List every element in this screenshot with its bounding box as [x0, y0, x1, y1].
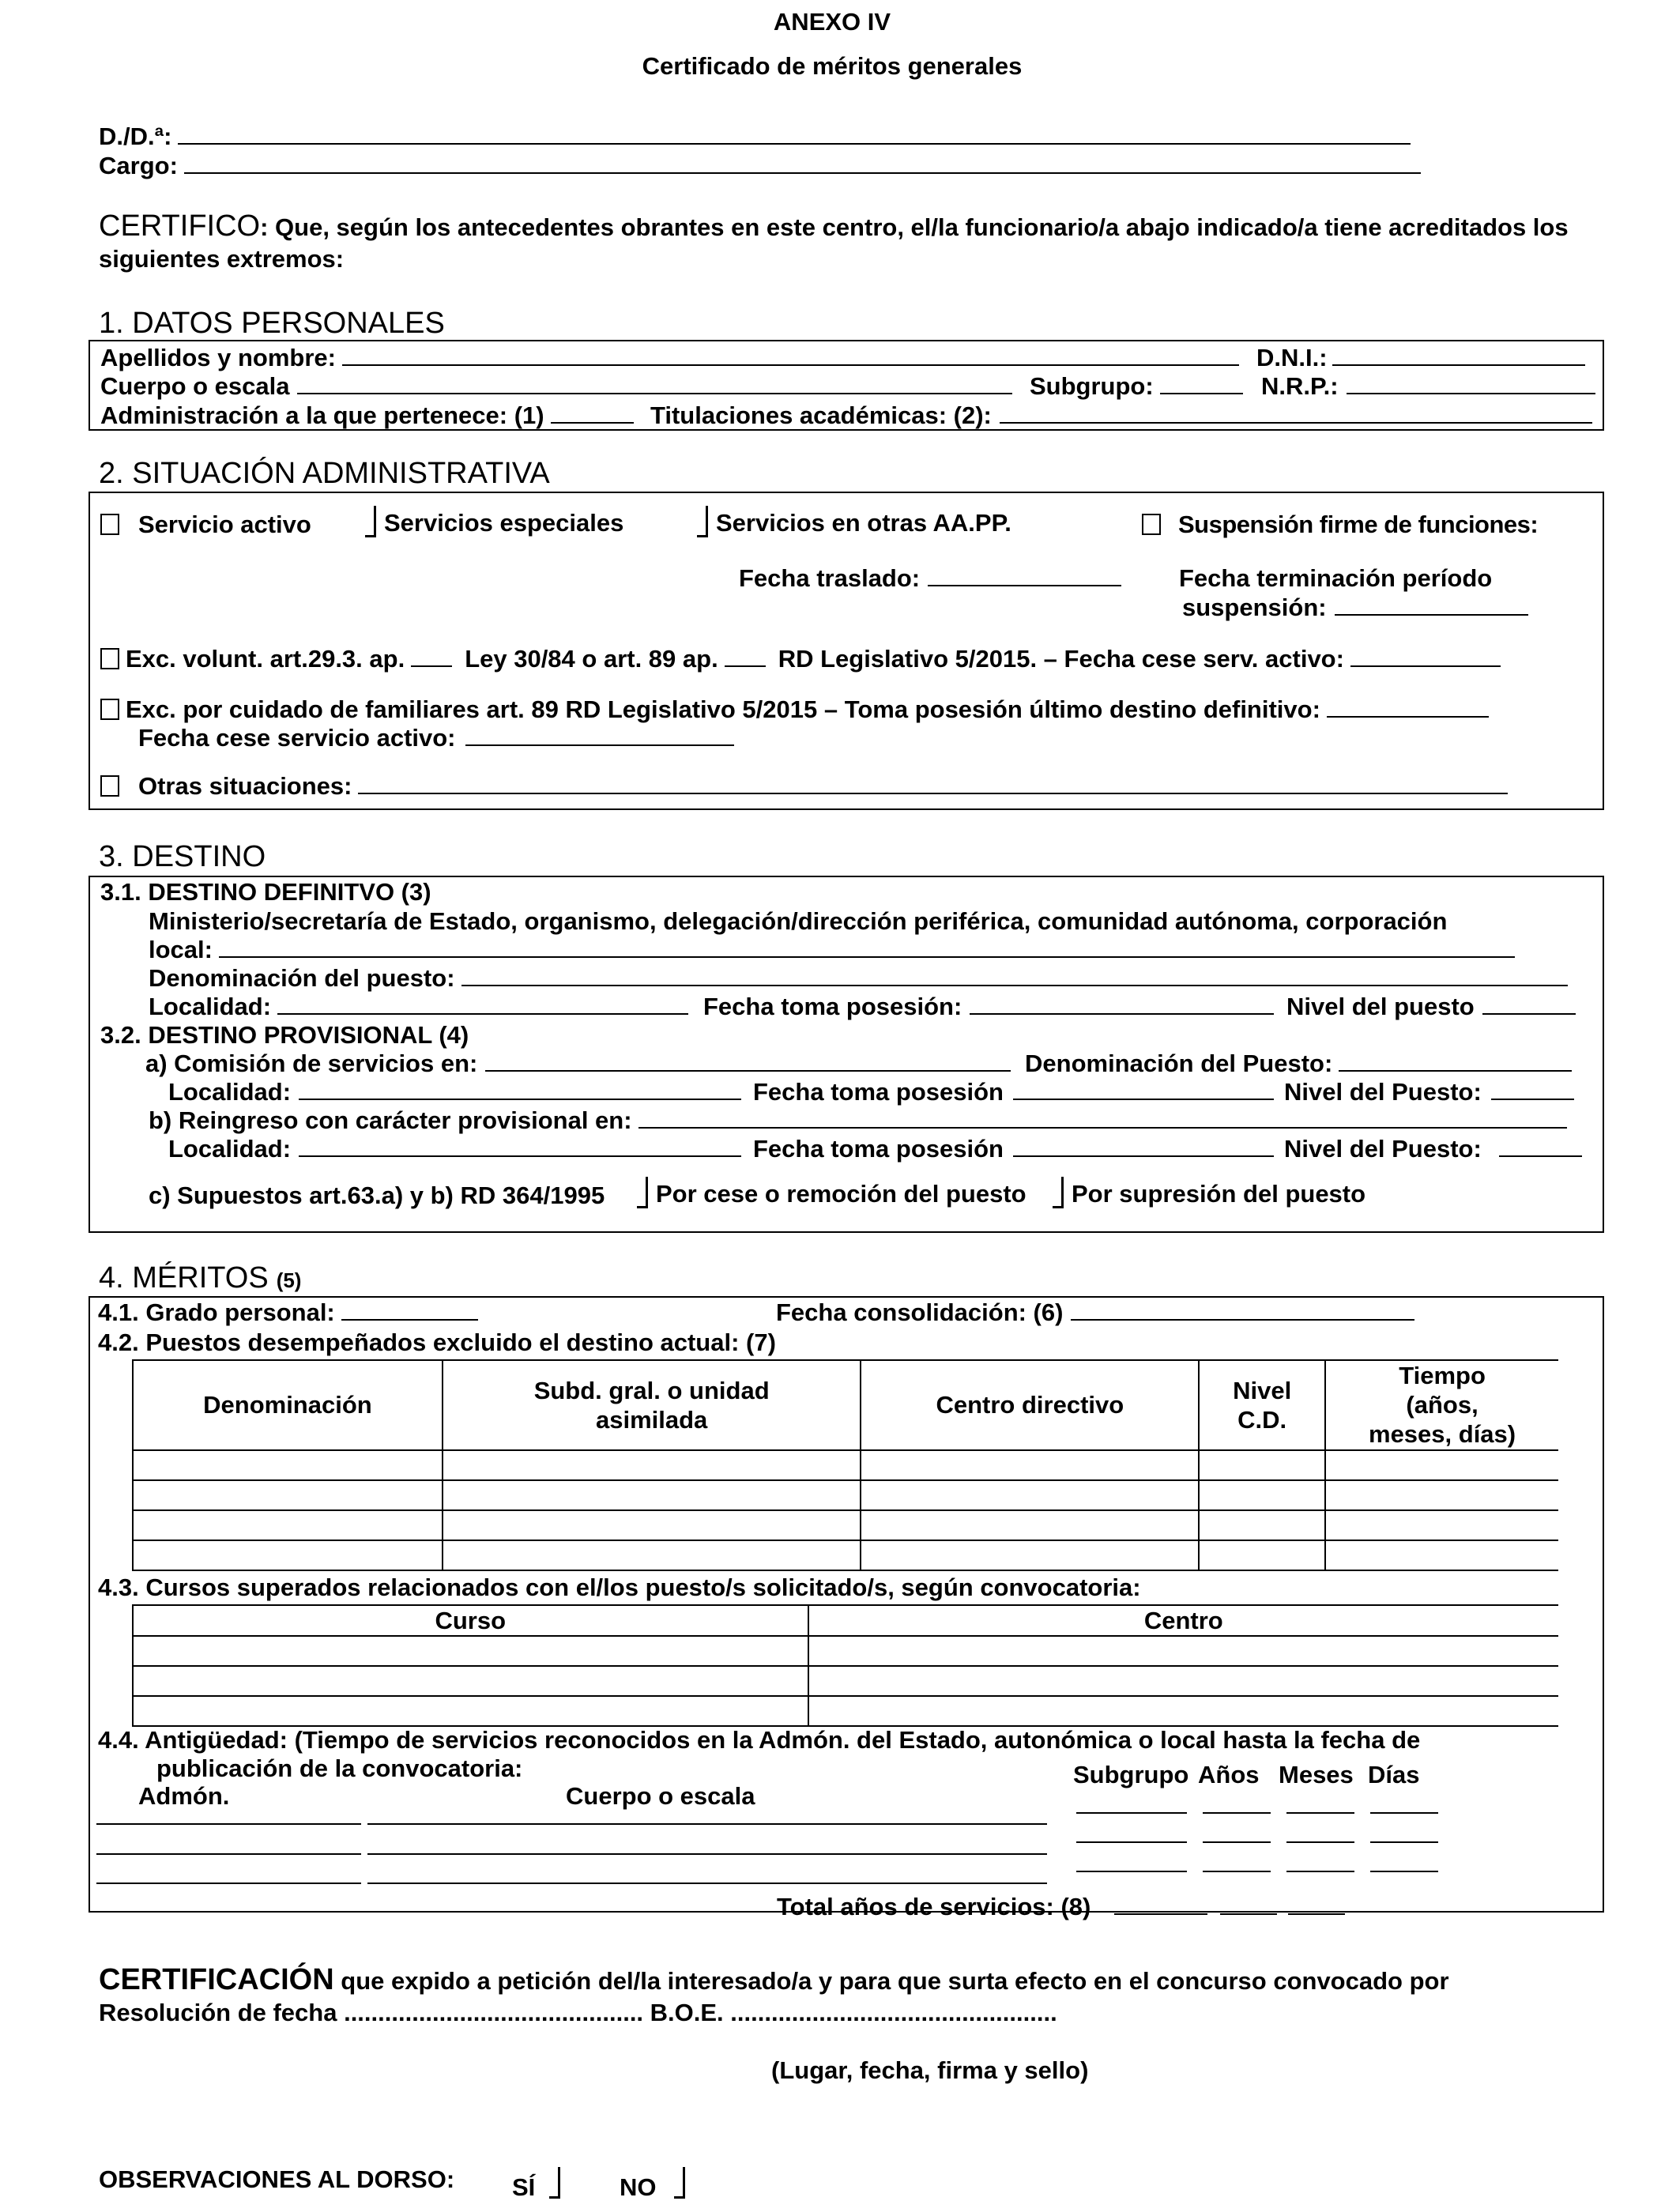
subgrupo-col: Subgrupo	[1073, 1761, 1189, 1788]
nivel-definitivo-field[interactable]: Nivel del puesto	[1286, 994, 1576, 1019]
puestos-table	[132, 1359, 1558, 1571]
subgrupo-line-1[interactable]	[1076, 1812, 1187, 1814]
fecha-cese-field[interactable]: Fecha cese servicio activo:	[138, 726, 734, 750]
admon-col: Admón.	[138, 1782, 230, 1810]
anos-col: Años	[1198, 1761, 1260, 1788]
suspension-option[interactable]: Suspensión firme de funciones:	[1142, 512, 1538, 537]
puestos-heading: 4.2. Puestos desempeñados excluido el destino actual: (7)	[98, 1329, 776, 1356]
fecha-terminacion-label: Fecha terminación período	[1179, 564, 1493, 592]
meses-line-1[interactable]	[1286, 1812, 1354, 1814]
certificacion-paragraph-2: Resolución de fecha ............................................ B.O.E. ................................................	[99, 1999, 1057, 2026]
page-title: Certificado de méritos generales	[642, 52, 1023, 80]
col-curso: Curso	[133, 1605, 808, 1636]
si-checkbox[interactable]	[549, 2167, 560, 2199]
observaciones-label: OBSERVACIONES AL DORSO:	[99, 2165, 455, 2193]
cursos-table-header	[133, 1605, 1558, 1636]
anos-line-1[interactable]	[1203, 1812, 1271, 1814]
dias-line-1[interactable]	[1370, 1812, 1438, 1814]
dias-line-3[interactable]	[1370, 1871, 1438, 1872]
denominacion-puesto-2-field[interactable]: Denominación del Puesto:	[1025, 1051, 1572, 1076]
cuerpo-line-3[interactable]	[367, 1883, 1047, 1884]
fecha-toma-definitivo-field[interactable]: Fecha toma posesión:	[703, 994, 1274, 1019]
apellidos-field[interactable]: Apellidos y nombre:	[100, 345, 1239, 370]
cuerpo-line-1[interactable]	[367, 1823, 1047, 1825]
dias-col: Días	[1368, 1761, 1420, 1788]
cuerpo-escala-col: Cuerpo o escala	[566, 1782, 755, 1810]
section-2-title: 2. SITUACIÓN ADMINISTRATIVA	[99, 457, 550, 490]
otras-situaciones-checkbox[interactable]	[100, 775, 119, 797]
servicios-especiales-checkbox[interactable]	[365, 506, 376, 537]
col-subd: Subd. gral. o unidad asimilada	[443, 1360, 861, 1450]
subgrupo-field[interactable]: Subgrupo:	[1030, 374, 1243, 398]
cargo-field[interactable]: Cargo:	[99, 153, 1421, 178]
ministerio-label: Ministerio/secretaría de Estado, organismo, delegación/dirección periférica, comunidad autónoma, corporación	[149, 907, 1448, 935]
otras-aapp-checkbox[interactable]	[697, 506, 708, 537]
table-row[interactable]	[133, 1480, 1558, 1510]
fecha-toma-reingreso-field[interactable]: Fecha toma posesión	[753, 1136, 1274, 1161]
col-centro-curso: Centro	[808, 1605, 1558, 1636]
supuestos-label: c) Supuestos art.63.a) y b) RD 364/1995	[149, 1182, 605, 1209]
no-option[interactable]: NO	[620, 2167, 693, 2199]
meses-col: Meses	[1279, 1761, 1354, 1788]
subgrupo-line-3[interactable]	[1076, 1871, 1187, 1872]
por-cese-option[interactable]: Por cese o remoción del puesto	[637, 1177, 1026, 1208]
servicios-especiales-option[interactable]: Servicios especiales	[365, 506, 623, 537]
cuerpo-line-2[interactable]	[367, 1853, 1047, 1855]
dias-line-2[interactable]	[1370, 1841, 1438, 1843]
total-servicios-field[interactable]: Total años de servicios: (8)	[777, 1894, 1345, 1919]
si-option[interactable]: SÍ	[512, 2167, 568, 2199]
denominacion-puesto-field[interactable]: Denominación del puesto:	[149, 966, 1568, 990]
servicio-activo-option[interactable]: Servicio activo	[100, 512, 311, 537]
suspension-checkbox[interactable]	[1142, 514, 1161, 535]
table-row[interactable]	[133, 1696, 1558, 1726]
reingreso-field[interactable]: b) Reingreso con carácter provisional en:	[149, 1108, 1567, 1133]
fecha-toma-comision-field[interactable]: Fecha toma posesión	[753, 1080, 1274, 1104]
admon-line-1[interactable]	[96, 1823, 361, 1825]
exc-volunt-row[interactable]: Exc. volunt. art.29.3. ap. Ley 30/84 o art. 89 ap. RD Legislativo 5/2015. – Fecha cese serv. activo:	[100, 646, 1501, 671]
por-supresion-checkbox[interactable]	[1053, 1177, 1064, 1208]
meses-line-2[interactable]	[1286, 1841, 1354, 1843]
col-tiempo: Tiempo (años, meses, días)	[1325, 1360, 1558, 1450]
exc-cuidado-checkbox[interactable]	[100, 699, 119, 720]
cursos-table	[132, 1604, 1558, 1727]
section-1-title: 1. DATOS PERSONALES	[99, 307, 445, 340]
localidad-definitivo-field[interactable]: Localidad:	[149, 994, 688, 1019]
antiguedad-heading-2: publicación de la convocatoria:	[156, 1754, 523, 1782]
localidad-comision-field[interactable]: Localidad:	[168, 1080, 741, 1104]
servicio-activo-checkbox[interactable]	[100, 514, 119, 535]
firma-label: (Lugar, fecha, firma y sello)	[771, 2056, 1089, 2084]
admon-line-2[interactable]	[96, 1853, 361, 1855]
cuerpo-field[interactable]: Cuerpo o escala	[100, 374, 1012, 398]
fecha-consolidacion-field[interactable]: Fecha consolidación: (6)	[776, 1300, 1414, 1325]
no-checkbox[interactable]	[674, 2167, 685, 2199]
titulaciones-field[interactable]: Titulaciones académicas: (2):	[650, 403, 1592, 428]
col-nivel: Nivel C.D.	[1199, 1360, 1325, 1450]
otras-situaciones-row[interactable]: Otras situaciones:	[100, 774, 1508, 798]
anos-line-2[interactable]	[1203, 1841, 1271, 1843]
meses-line-3[interactable]	[1286, 1871, 1354, 1872]
nivel-reingreso-field[interactable]: Nivel del Puesto:	[1284, 1136, 1582, 1161]
exc-cuidado-row[interactable]: Exc. por cuidado de familiares art. 89 RD Legislativo 5/2015 – Toma posesión último destino definitivo:	[100, 697, 1489, 722]
table-row[interactable]	[133, 1450, 1558, 1480]
dni-field[interactable]: D.N.I.:	[1256, 345, 1585, 370]
localidad-reingreso-field[interactable]: Localidad:	[168, 1136, 741, 1161]
section-3-title: 3. DESTINO	[99, 840, 266, 873]
table-row[interactable]	[133, 1540, 1558, 1570]
destino-provisional-heading: 3.2. DESTINO PROVISIONAL (4)	[100, 1021, 469, 1049]
fecha-traslado-field[interactable]: Fecha traslado:	[739, 566, 1121, 590]
otras-aapp-option[interactable]: Servicios en otras AA.PP.	[697, 506, 1011, 537]
administracion-field[interactable]: Administración a la que pertenece: (1)	[100, 403, 634, 428]
table-row[interactable]	[133, 1510, 1558, 1540]
table-row[interactable]	[133, 1636, 1558, 1666]
name-field[interactable]: D./D.ª:	[99, 124, 1411, 149]
col-centro: Centro directivo	[861, 1360, 1199, 1450]
grado-field[interactable]: 4.1. Grado personal:	[98, 1300, 478, 1325]
local-field[interactable]: local:	[149, 937, 1515, 962]
annex-title: ANEXO IV	[773, 8, 891, 36]
suspension-date-field[interactable]: suspensión:	[1182, 595, 1528, 620]
table-row[interactable]	[133, 1666, 1558, 1696]
destino-definitivo-heading: 3.1. DESTINO DEFINITVO (3)	[100, 878, 431, 906]
nrp-field[interactable]: N.R.P.:	[1261, 374, 1595, 398]
antiguedad-heading: 4.4. Antigüedad: (Tiempo de servicios reconocidos en la Admón. del Estado, autonómica o local hasta la fecha de	[98, 1726, 1421, 1754]
cursos-heading: 4.3. Cursos superados relacionados con el/los puesto/s solicitado/s, según convocatoria:	[98, 1573, 1141, 1601]
puestos-table-header	[133, 1360, 1558, 1450]
exc-volunt-checkbox[interactable]	[100, 648, 119, 669]
por-cese-checkbox[interactable]	[637, 1177, 648, 1208]
certificacion-paragraph: CERTIFICACIÓN que expido a petición del/la interesado/a y para que surta efecto en el concurso convocado por	[99, 1963, 1449, 1996]
comision-field[interactable]: a) Comisión de servicios en:	[145, 1051, 1011, 1076]
certifico-paragraph-2: siguientes extremos:	[99, 245, 345, 273]
admon-line-3[interactable]	[96, 1883, 361, 1884]
col-denominacion: Denominación	[133, 1360, 443, 1450]
certifico-paragraph: CERTIFICO: Que, según los antecedentes obrantes en este centro, el/la funcionario/a abajo indicado/a tiene acreditados los	[99, 209, 1569, 243]
nivel-comision-field[interactable]: Nivel del Puesto:	[1284, 1080, 1574, 1104]
subgrupo-line-2[interactable]	[1076, 1841, 1187, 1843]
anos-line-3[interactable]	[1203, 1871, 1271, 1872]
section-4-title: 4. MÉRITOS (5)	[99, 1261, 302, 1295]
por-supresion-option[interactable]: Por supresión del puesto	[1053, 1177, 1365, 1208]
